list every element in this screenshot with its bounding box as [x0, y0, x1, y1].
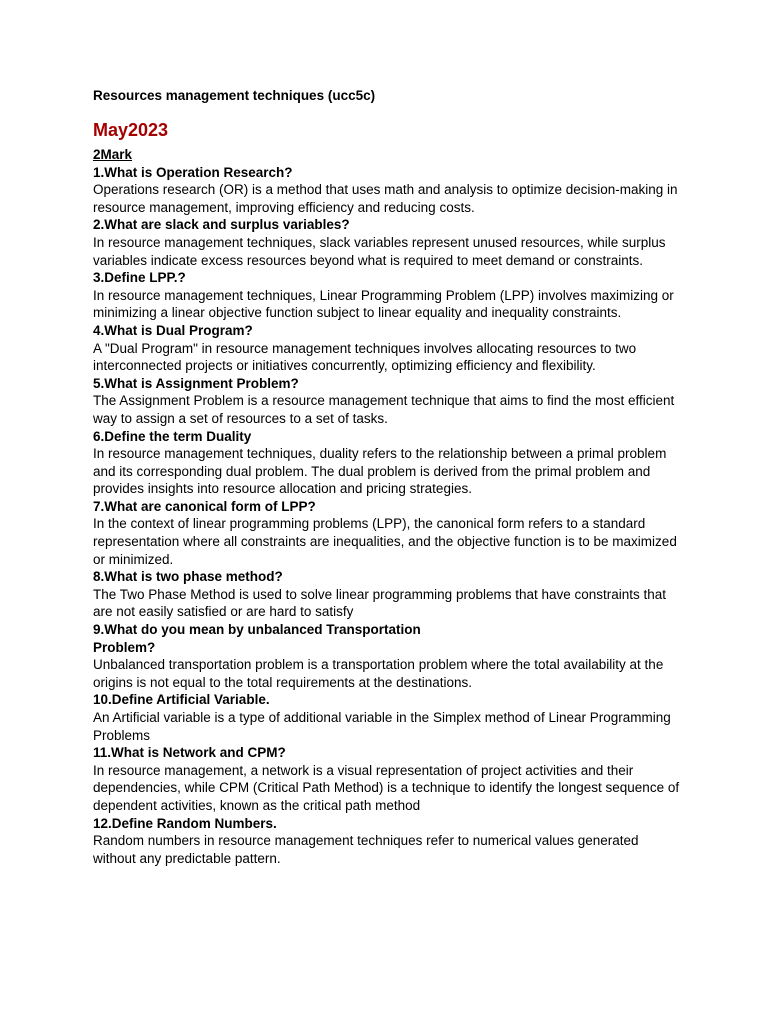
- qa-list: [93, 164, 683, 868]
- answer-10: An Artificial variable is a type of additional variable in the Simplex method of Linear Programming Problems: [93, 710, 671, 743]
- marks-label: 2Mark: [93, 147, 133, 162]
- answer-11: In resource management, a network is a visual representation of project activities and their dependencies, while CPM (Critical Path Method) is a technique to identify the longest sequence of dependent activities, known as the critical path method: [93, 762, 680, 813]
- question-4: 4.What is Dual Program?: [93, 322, 253, 338]
- question-9: 9.What do you mean by unbalanced Transportation Problem?: [93, 622, 421, 655]
- document-page: [93, 87, 683, 867]
- question-7: 7.What are canonical form of LPP?: [93, 498, 316, 514]
- answer-5: The Assignment Problem is a resource management technique that aims to find the most efficient way to assign a set of resources to a set of tasks.: [93, 393, 675, 426]
- answer-9: Unbalanced transportation problem is a transportation problem where the total availability at the origins is not equal to the total requirements at the destinations.: [93, 657, 664, 690]
- answer-2: In resource management techniques, slack variables represent unused resources, while surplus variables indicate excess resources beyond what is required to meet demand or constraints.: [93, 234, 666, 268]
- question-2: 2.What are slack and surplus variables?: [93, 217, 350, 233]
- answer-12: Random numbers in resource management techniques refer to numerical values generated without any predictable pattern.: [93, 833, 639, 866]
- question-8: 8.What is two phase method?: [93, 569, 283, 585]
- question-5: 5.What is Assignment Problem?: [93, 375, 299, 391]
- section-heading: May2023: [93, 120, 169, 140]
- question-6: 6.Define the term Duality: [93, 428, 252, 444]
- question-11: 11.What is Network and CPM?: [93, 745, 286, 761]
- answer-4: A "Dual Program" in resource management techniques involves allocating resources to two interconnected projects or initiatives concurrently, optimizing efficiency and flexibility.: [93, 340, 637, 374]
- question-3: 3.Define LPP.?: [93, 270, 186, 286]
- question-1: 1.What is Operation Research?: [93, 164, 293, 180]
- answer-6: In resource management techniques, duality refers to the relationship between a primal problem and its corresponding dual problem. The dual problem is derived from the primal problem and provides insights into resource allocation and pricing strategies.: [93, 446, 667, 497]
- answer-8: The Two Phase Method is used to solve linear programming problems that have constraints that are not easily satisfied or are hard to satisfy: [93, 586, 667, 620]
- answer-3: In resource management techniques, Linear Programming Problem (LPP) involves maximizing or minimizing a linear objective function subject to linear equality and inequality constraints.: [93, 287, 674, 321]
- answer-1: Operations research (OR) is a method that uses math and analysis to optimize decision-making in resource management, improving efficiency and reducing costs.: [93, 182, 678, 215]
- question-12: 12.Define Random Numbers.: [93, 815, 277, 831]
- document-title: Resources management techniques (ucc5c): [93, 88, 376, 103]
- question-10: 10.Define Artificial Variable.: [93, 692, 270, 708]
- answer-7: In the context of linear programming problems (LPP), the canonical form refers to a standard representation where all constraints are inequalities, and the objective function is to be maximized or minimized.: [93, 516, 677, 567]
